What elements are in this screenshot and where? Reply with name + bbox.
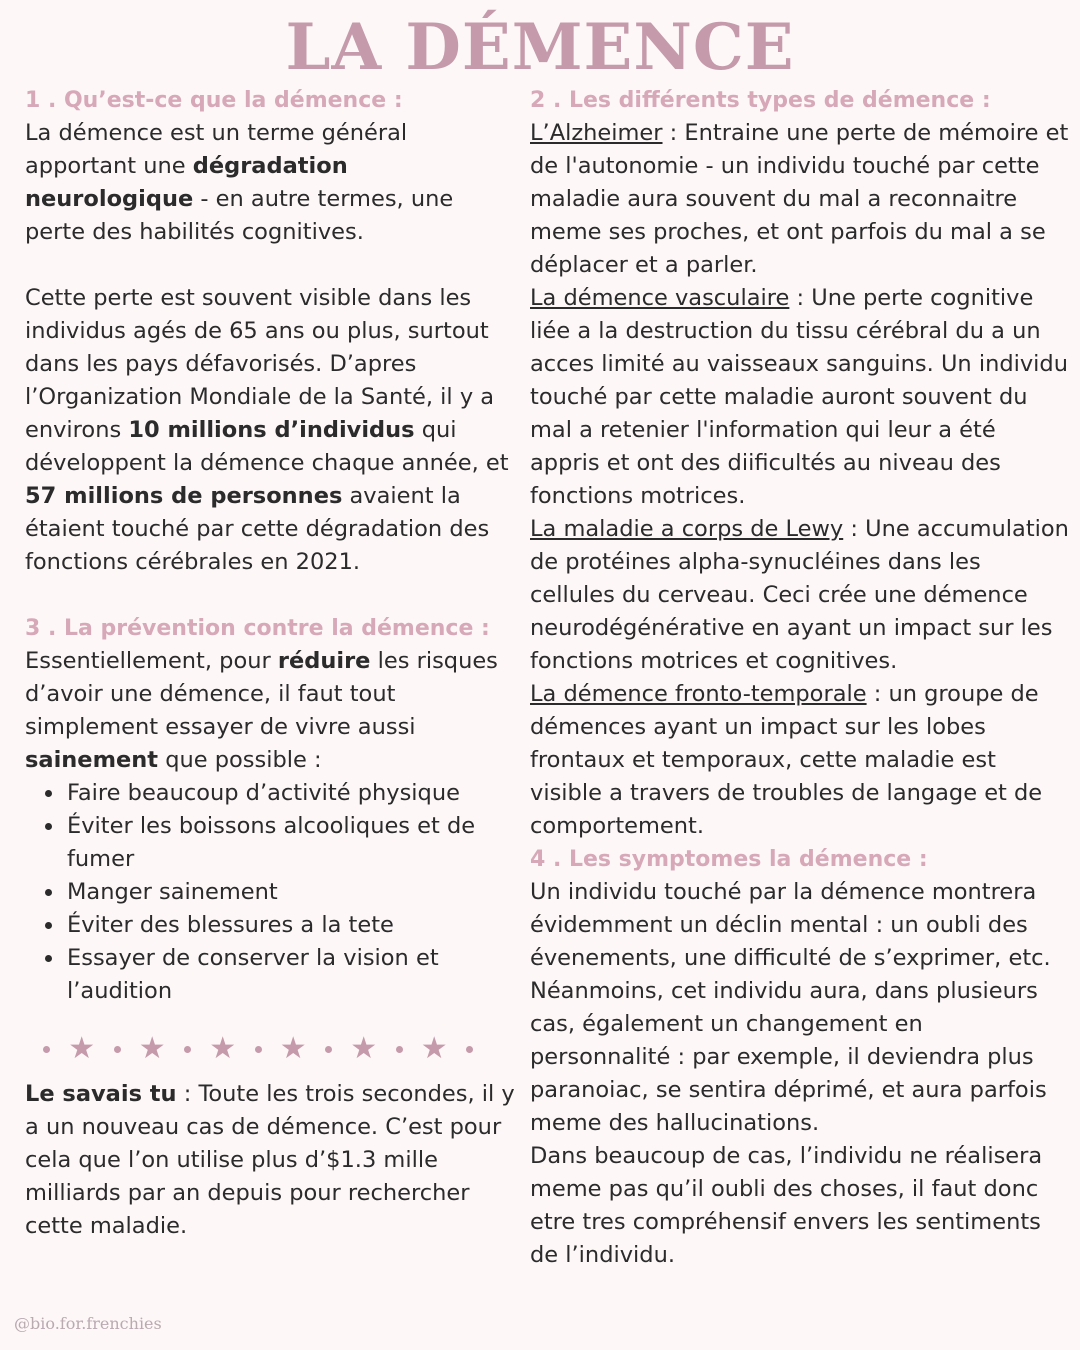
dementia-type-lewy — [530, 513, 1070, 678]
type-description: : Une accumulation de protéines alpha-synucléines dans les cellules du cerveau. Ceci crée une démence neurodégénérative en ayant un impact sur les fonctions motrices et cognitives. — [530, 516, 1069, 674]
list-item: • Manger sainement — [65, 876, 515, 909]
watermark: @bio.for.frenchies — [14, 1314, 162, 1333]
fun-fact-text: : Toute les trois secondes, il y a un nouveau cas de démence. C’est pour cela que l’on utilise plus d’$1.3 mille milliards par an depuis pour rechercher cette maladie. — [25, 1081, 515, 1239]
star-icon: ★ — [350, 1031, 378, 1066]
star-icon: ★ — [209, 1031, 237, 1066]
section-3-paragraph — [25, 645, 515, 777]
star-divider — [43, 1031, 473, 1066]
text-run: - en autre termes, une perte des habilités cognitives. — [25, 186, 454, 245]
star-icon: ★ — [420, 1031, 448, 1066]
text-run: que possible : — [158, 747, 322, 773]
type-description: : un groupe de démences ayant un impact sur les lobes frontaux et temporaux, cette maladie est visible a travers de troubles de langage et de comportement. — [530, 681, 1043, 839]
dot-icon — [325, 1046, 332, 1053]
dot-icon — [114, 1046, 121, 1053]
bold-text: 57 millions de personnes — [25, 483, 343, 509]
list-item: • Éviter les boissons alcooliques et de fumer — [65, 810, 515, 876]
dementia-type-frontotemporal — [530, 678, 1070, 843]
section-1-paragraph-1 — [25, 117, 515, 249]
type-name: L’Alzheimer — [530, 120, 663, 146]
star-icon: ★ — [138, 1031, 166, 1066]
list-item: • Éviter des blessures a la tete — [65, 909, 515, 942]
text-run: Essentiellement, pour — [25, 648, 278, 674]
dot-icon — [255, 1046, 262, 1053]
text-run: les risques d’avoir une démence, il faut tout simplement essayer de vivre aussi — [25, 648, 498, 740]
page-title: LA DÉMENCE — [285, 10, 795, 85]
section-1-heading: 1 . Qu’est-ce que la démence : — [25, 88, 403, 113]
right-column — [530, 84, 1070, 1272]
type-description: : Une perte cognitive liée a la destruction du tissu cérébral du a un acces limité au vaisseaux sanguins. Un individu touché par cette maladie auront souvent du mal a retenier l'information qui leur a été appris et ont des diificultés au niveau des fonctions motrices. — [530, 285, 1068, 509]
star-icon: ★ — [68, 1031, 96, 1066]
star-icon: ★ — [279, 1031, 307, 1066]
type-description: : Entraine une perte de mémoire et de l'autonomie - un individu touché par cette maladie aura souvent du mal a reconnaitre meme ses proches, et ont parfois du mal a se déplacer et a parler. — [530, 120, 1069, 278]
type-name: La maladie a corps de Lewy — [530, 516, 844, 542]
symptoms-paragraph-3: Dans beaucoup de cas, l’individu ne réalisera meme pas qu’il oubli des choses, il faut donc etre tres compréhensif envers les sentiments de l’individu. — [530, 1143, 1043, 1268]
prevention-list — [25, 777, 515, 1008]
dementia-type-vascular — [530, 282, 1070, 513]
symptoms-paragraph-1: Un individu touché par la démence montrera évidemment un déclin mental : un oubli des évenements, une difficulté de s’exprimer, etc. — [530, 879, 1051, 971]
dot-icon — [396, 1046, 403, 1053]
dot-icon — [184, 1046, 191, 1053]
fun-fact-label: Le savais tu — [25, 1081, 177, 1107]
type-name: La démence fronto-temporale — [530, 681, 867, 707]
section-4-heading: 4 . Les symptomes la démence : — [530, 847, 928, 872]
left-column — [25, 84, 515, 1243]
text-run: avaient la étaient touché par cette dégradation des fonctions cérébrales en 2021. — [25, 483, 490, 575]
type-name: La démence vasculaire — [530, 285, 790, 311]
text-run: Cette perte est souvent visible dans les individus agés de 65 ans ou plus, surtout dans les pays défavorisés. D’apres l’Organization Mondiale de la Santé, il y a environs — [25, 285, 495, 443]
section-1-paragraph-2 — [25, 282, 515, 579]
symptoms-paragraph-2: Néanmoins, cet individu aura, dans plusieurs cas, également un changement en personnalité : par exemple, il deviendra plus paranoiac, se sentira déprimé, et aura parfois meme des hallucinations. — [530, 978, 1047, 1136]
bold-text: 10 millions d’individus — [128, 417, 415, 443]
list-item: • Essayer de conserver la vision et l’audition — [65, 942, 515, 1008]
dot-icon — [466, 1046, 473, 1053]
fun-fact — [25, 1078, 515, 1243]
bold-text: sainement — [25, 747, 159, 773]
list-item: • Faire beaucoup d’activité physique — [65, 777, 515, 810]
text-run: La démence est un terme général apportant une — [25, 120, 408, 179]
section-3-heading: 3 . La prévention contre la démence : — [25, 616, 490, 641]
bold-text: dégradation neurologique — [25, 153, 348, 212]
dementia-type-alzheimer — [530, 117, 1070, 282]
section-2-heading: 2 . Les différents types de démence : — [530, 88, 991, 113]
text-run: qui développent la démence chaque année, et — [25, 417, 509, 476]
dot-icon — [43, 1046, 50, 1053]
bold-text: réduire — [277, 648, 371, 674]
